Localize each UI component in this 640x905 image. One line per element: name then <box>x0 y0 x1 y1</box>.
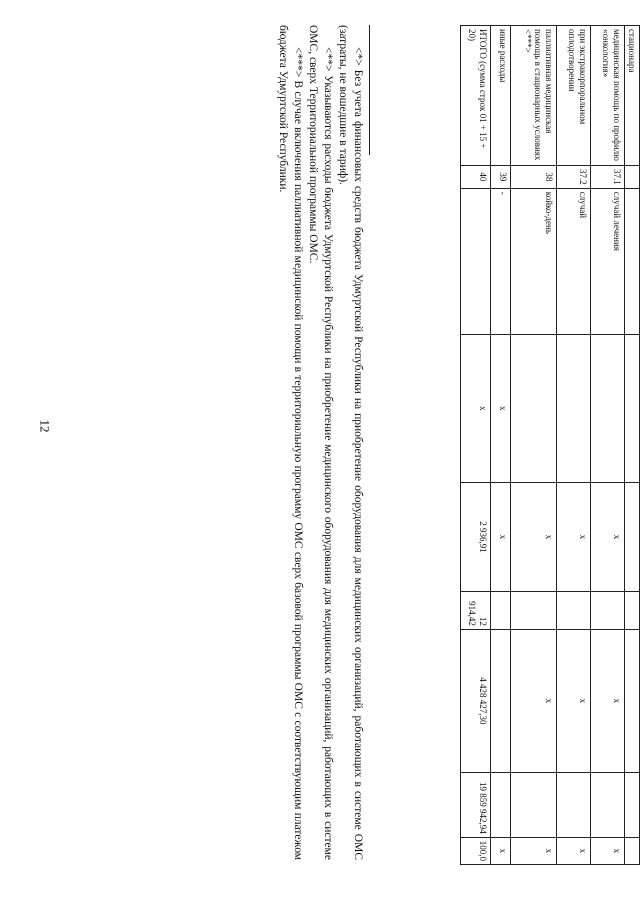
table-row <box>624 26 639 865</box>
table-cell-code: 40 <box>460 166 490 189</box>
table-row <box>556 26 590 865</box>
table-cell-unit <box>460 188 490 334</box>
table-cell-name: стационара <box>624 26 639 166</box>
table-cell-name: при экстракорпоральном оплодотворении <box>556 26 590 166</box>
table-cell-c9: х <box>556 837 590 864</box>
rotated-page-content <box>70 25 640 865</box>
table-cell-c7: х <box>590 629 624 772</box>
table-cell-unit: койко-день <box>510 188 556 334</box>
table-row <box>590 26 624 865</box>
table-cell-c4: х <box>460 334 490 482</box>
table-cell-c9: х <box>490 837 510 864</box>
table-cell-c5: х <box>490 482 510 591</box>
table-cell-c8 <box>490 772 510 837</box>
table-cell-name: паллиативная медицинская помощь в стационарных условиях <***> <box>510 26 556 166</box>
table-cell-c6 <box>510 592 556 630</box>
table-cell-c7 <box>490 629 510 772</box>
table-cell-c8: 19 859 942,94 <box>460 772 490 837</box>
table-row <box>490 26 510 865</box>
table-cell-name: ИТОГО (сумма строк 01 + 15 + 20) <box>460 26 490 166</box>
table-cell-c6 <box>490 592 510 630</box>
table-cell-code <box>624 166 639 189</box>
page-number: 12 <box>37 419 53 433</box>
table-cell-name: медицинская помощь по профилю «онкология» <box>590 26 624 166</box>
financing-table <box>460 25 640 865</box>
table-cell-c8 <box>556 772 590 837</box>
table-cell-c4 <box>510 334 556 482</box>
table-cell-c8 <box>590 772 624 837</box>
table-cell-c9 <box>624 837 639 864</box>
table-cell-c8 <box>624 772 639 837</box>
table-cell-c8 <box>510 772 556 837</box>
table-cell-c5: х <box>556 482 590 591</box>
table-cell-unit: случай <box>556 188 590 334</box>
table-cell-c4: х <box>490 334 510 482</box>
footnote-rule <box>369 25 370 155</box>
table-cell-name: иные расходы <box>490 26 510 166</box>
table-cell-code: 37.2 <box>556 166 590 189</box>
table-cell-c9: х <box>590 837 624 864</box>
table-cell-c6 <box>556 592 590 630</box>
table-cell-c5: 2 936,91 <box>460 482 490 591</box>
table-cell-c4 <box>590 334 624 482</box>
table-cell-unit: - <box>490 188 510 334</box>
table-row <box>460 26 490 865</box>
footnote-3: <***> В случае включения паллиативной медицинской помощи в территориальную программу ОМС сверх базовой программы ОМС с соответствующим платежом бюджета Удмуртской Республики. <box>277 25 305 860</box>
table-cell-c5 <box>624 482 639 591</box>
table-cell-c9: 100,0 <box>460 837 490 864</box>
table-cell-code: 39 <box>490 166 510 189</box>
table-cell-c4 <box>624 334 639 482</box>
table-cell-c7: х <box>510 629 556 772</box>
table-cell-code: 37.1 <box>590 166 624 189</box>
table-row <box>510 26 556 865</box>
table-cell-c5: х <box>590 482 624 591</box>
table-cell-c6: 12 914,42 <box>460 592 490 630</box>
footnote-2: <**> Указываются расходы бюджета Удмуртской Республики на приобретение медицинского оборудования для медицинских организаций, работающих в системе ОМС, сверх Территориальной программы ОМС. <box>307 25 335 860</box>
table-cell-unit: случай лечения <box>590 188 624 334</box>
table-cell-c7: 4 428 427,30 <box>460 629 490 772</box>
footnotes <box>275 25 370 860</box>
table-cell-c9: х <box>510 837 556 864</box>
footnote-1: <*> Без учета финансовых средств бюджета Удмуртской Республики на приобретение оборудования для медицинских организаций, работающих в системе ОМС (затраты, не вошедшие в тариф). <box>337 25 364 860</box>
table-cell-unit <box>624 188 639 334</box>
table-cell-c7: х <box>556 629 590 772</box>
table-cell-c5: х <box>510 482 556 591</box>
table-cell-code: 38 <box>510 166 556 189</box>
table-cell-c4 <box>556 334 590 482</box>
table-cell-c7 <box>624 629 639 772</box>
table-cell-c6 <box>624 592 639 630</box>
table-cell-c6 <box>590 592 624 630</box>
